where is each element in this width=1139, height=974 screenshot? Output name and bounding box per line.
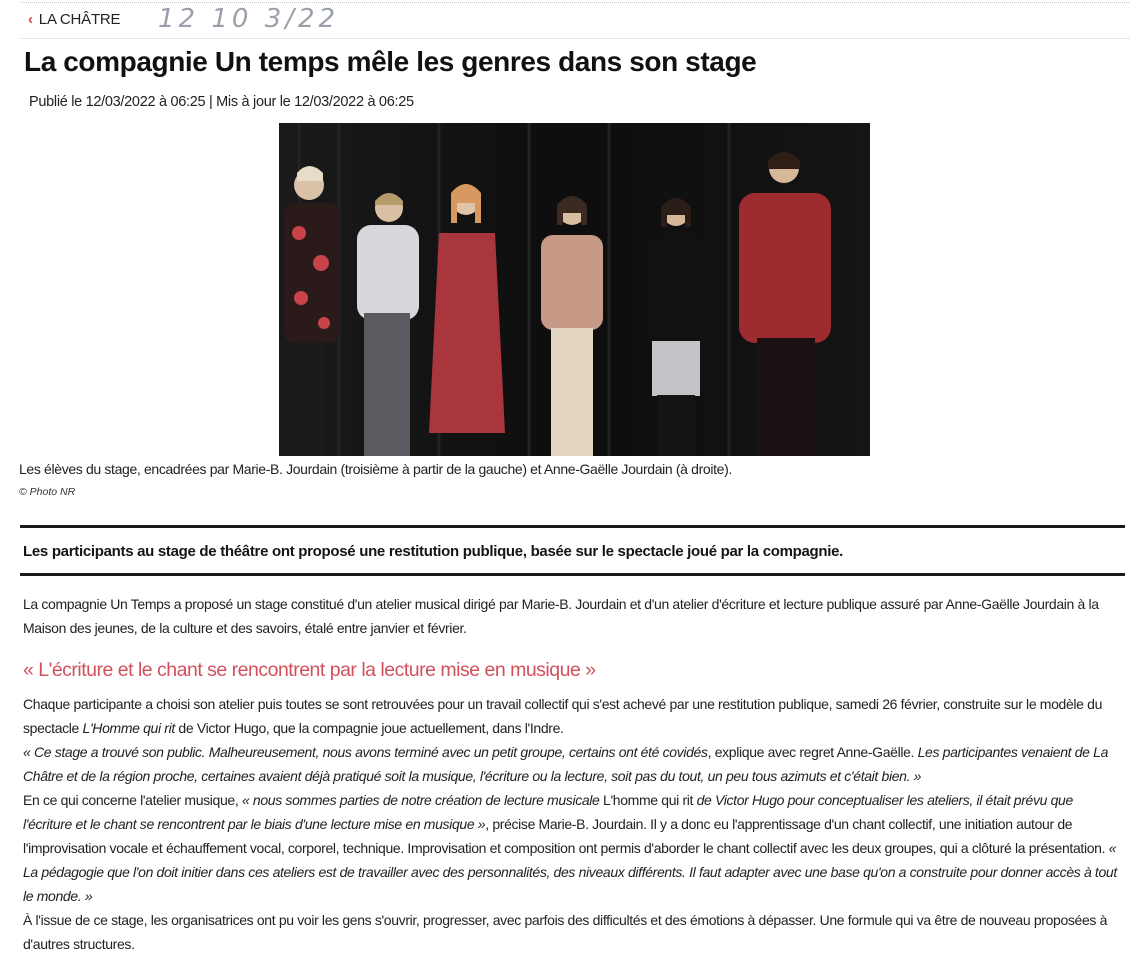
intro-paragraph: La compagnie Un Temps a proposé un stage constitué d'un atelier musical dirigé par Marie-B. Jourdain et d'un atelier d'écriture et lecture publique assuré par Anne-Gaëlle Jourdain à la Maison des jeunes, de la culture et des savoirs, étalé entre janvier et février. bbox=[23, 596, 1099, 636]
chevron-left-icon: ‹ bbox=[28, 11, 33, 28]
breadcrumb-divider bbox=[20, 38, 1129, 39]
photo-caption: Les élèves du stage, encadrées par Marie-B. Jourdain (troisième à partir de la gauche) et Anne-Gaëlle Jourdain (à droite). bbox=[19, 461, 732, 477]
article-lead: Les participants au stage de théâtre ont proposé une restitution publique, basée sur le spectacle joué par la compagnie. bbox=[23, 543, 844, 560]
article-subheading: « L'écriture et le chant se rencontrent par la lecture mise en musique » bbox=[23, 659, 596, 681]
paragraph-4: À l'issue de ce stage, les organisatrices ont pu voir les gens s'ouvrir, progresser, avec parfois des difficultés et des émotions à dépasser. Une formule qui va être de nouveau proposées à d'autres structures. bbox=[23, 912, 1108, 952]
lead-bottom-rule bbox=[20, 573, 1125, 576]
paragraph-1: Chaque participante a choisi son atelier puis toutes se sont retrouvées pour un travail collectif qui s'est achevé par une restitution publique, samedi 26 février, construite sur le modèle du spectacle L'Homme qui rit de Victor Hugo, que la compagnie joue actuellement, dans l'Indre. bbox=[23, 696, 1103, 736]
top-divider bbox=[20, 2, 1129, 3]
breadcrumb-label: LA CHÂTRE bbox=[38, 11, 121, 28]
body-text bbox=[23, 692, 1121, 956]
lead-top-rule bbox=[20, 525, 1125, 528]
publish-date: Publié le 12/03/2022 à 06:25 | Mis à jour le 12/03/2022 à 06:25 bbox=[29, 94, 414, 110]
breadcrumb-back-link[interactable] bbox=[28, 11, 120, 28]
article-photo bbox=[279, 123, 870, 456]
paragraph-3: En ce qui concerne l'atelier musique, « nous sommes parties de notre création de lecture musicale L'homme qui rit de Victor Hugo pour conceptualiser les ateliers, il était prévu que l'écriture et le chant se rencontrent par le biais d'une lecture mise en musique », précise Marie-B. Jourdain. Il y a donc eu l'apprentissage d'un chant collectif, une initiation autour de l'improvisation vocale et échauffement vocal, corporel, technique. Improvisation et composition ont permis d'aborder le chant collectif avec les deux groupes, qui a clôturé la présentation. « La pédagogie que l'on doit initier dans ces ateliers est de travailler avec des personnalités, des niveaux différents. Il faut adapter avec une base qu'on a construite pour donner accès à tout le monde. » bbox=[23, 792, 1117, 904]
page-title: La compagnie Un temps mêle les genres dans son stage bbox=[24, 46, 757, 77]
handwritten-date: 12 10 3/22 bbox=[158, 4, 340, 34]
photo-credit: © Photo NR bbox=[19, 486, 76, 498]
paragraph-2: « Ce stage a trouvé son public. Malheureusement, nous avons terminé avec un petit groupe, certains ont été covidés, explique avec regret Anne-Gaëlle. Les participantes venaient de La Châtre et de la région proche, certaines avaient déjà pratiqué soit la musique, l'écriture ou la lecture, soit pas du tout, un peu tous azimuts et c'était bien. » bbox=[23, 744, 1109, 784]
